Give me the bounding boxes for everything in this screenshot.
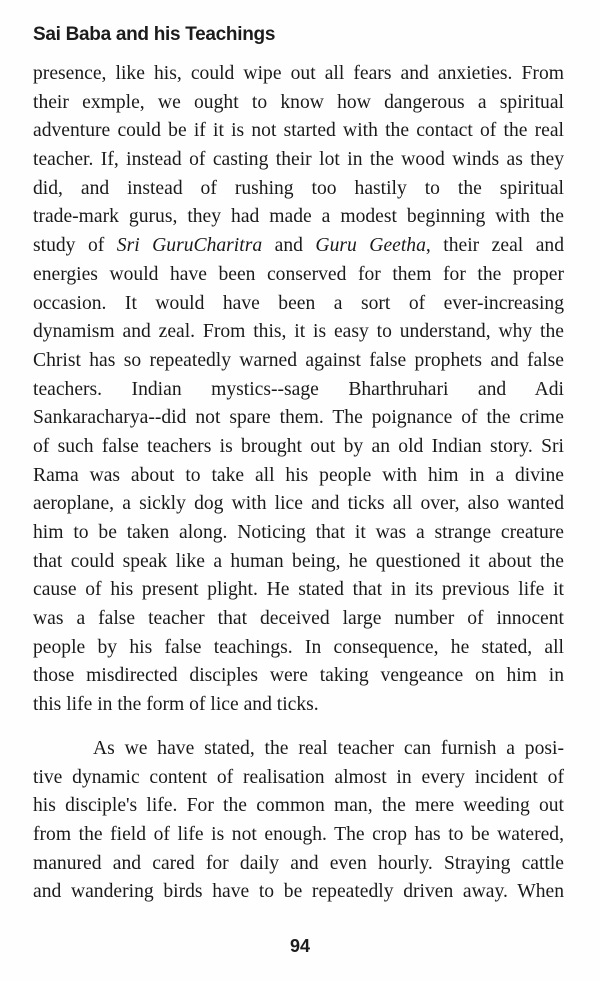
text-line: cause of his present plight. He stated that in its previous life it — [33, 579, 564, 601]
text-line: of such false teachers is brought out by an old Indian story. Sri — [33, 435, 564, 457]
text-line: their exmple, we ought to know how dangerous a spiritual — [33, 91, 564, 113]
text-line: trade-mark gurus, they had made a modest beginning with the — [33, 206, 564, 228]
paragraph-1 — [33, 60, 564, 720]
text-line: was a false teacher that deceived large number of innocent — [33, 608, 564, 630]
text-line: Sankaracharya--did not spare them. The poignance of the crime — [33, 407, 564, 429]
text-line: As we have stated, the real teacher can furnish a posi- — [93, 737, 564, 759]
text-line: presence, like his, could wipe out all fears and anxieties. From — [33, 63, 564, 84]
text-line: did, and instead of rushing too hastily to the spiritual — [33, 177, 564, 199]
text-line: him to be taken along. Noticing that it was a strange creature — [33, 522, 564, 543]
paragraph-2 — [33, 735, 564, 907]
running-head: Sai Baba and his Teachings — [33, 24, 276, 45]
text-line: and wandering birds have to be repeatedly driven away. When — [33, 881, 564, 903]
text-line: aeroplane, a sickly dog with lice and ticks all over, also wanted — [33, 493, 564, 515]
text-line: energies would have been conserved for them for the proper — [33, 263, 564, 285]
text-line: this life in the form of lice and ticks. — [33, 694, 319, 716]
book-title-italic: Sri GuruCharitra — [116, 235, 263, 257]
text-line: teacher. If, instead of casting their lot in the wood winds as they — [33, 149, 564, 171]
page-number: 94 — [289, 936, 311, 956]
text-line: those misdirected disciples were taking vengeance on him in — [33, 665, 564, 687]
text-line: teachers. Indian mystics--sage Bharthruhari and Adi — [33, 378, 564, 400]
text-line: Rama was about to take all his people with him in a divine — [33, 464, 564, 486]
text-line: that could speak like a human being, he questioned it about the — [33, 550, 564, 572]
text-line: occasion. It would have been a sort of ever-increasing — [33, 292, 564, 314]
text-line: Christ has so repeatedly warned against false prophets and false — [33, 349, 564, 371]
text-line: his disciple's life. For the common man, the mere weeding out — [33, 795, 564, 817]
text-line: people by his false teachings. In consequence, he stated, all — [33, 636, 564, 658]
body-text — [33, 60, 564, 907]
text-line: from the field of life is not enough. The crop has to be watered, — [33, 823, 564, 845]
text-line: manured and cared for daily and even hourly. Straying cattle — [33, 852, 564, 874]
text-line: tive dynamic content of realisation almost in every incident of — [33, 766, 564, 788]
text-line: adventure could be if it is not started with the contact of the real — [33, 120, 564, 142]
book-title-italic: Guru Geetha — [315, 235, 426, 257]
paragraph-spacer — [33, 720, 564, 735]
text-line: dynamism and zeal. From this, it is easy to understand, why the — [33, 321, 564, 343]
text-line: study of Sri GuruCharitra and Guru Geetha, their zeal and — [33, 235, 565, 257]
